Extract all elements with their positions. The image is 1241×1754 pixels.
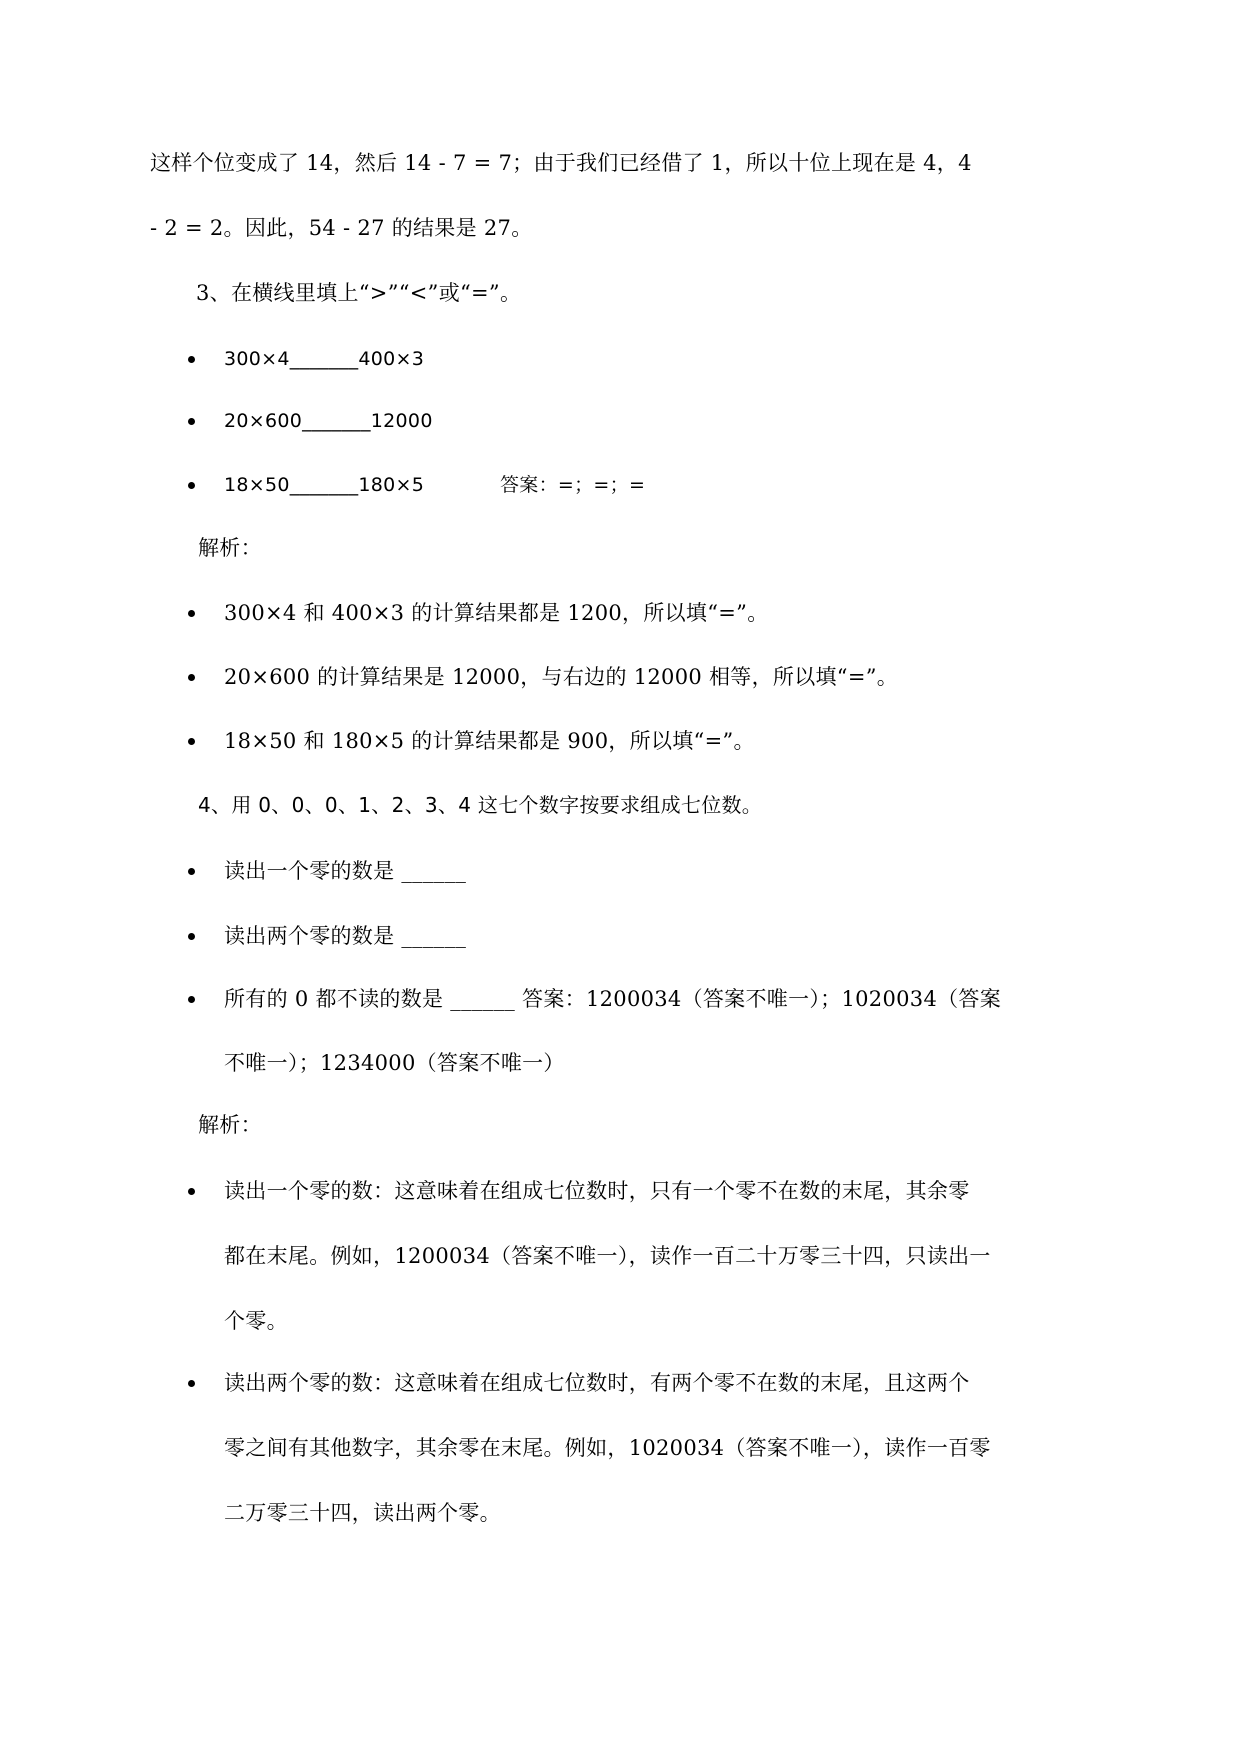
bullet-icon <box>188 738 195 745</box>
paragraph-line: - 2 = 2。因此，54 - 27 的结果是 27。 <box>150 216 533 240</box>
q4-analysis-line: 二万零三十四，读出两个零。 <box>224 1501 501 1525</box>
q3-item-1: 300×4_______400×3 <box>224 348 425 370</box>
q3-analysis-item: 300×4 和 400×3 的计算结果都是 1200，所以填“=”。 <box>224 601 769 625</box>
bullet-icon <box>188 1188 195 1195</box>
q4-item-3: 所有的 0 都不读的数是 ______ 答案：1200034（答案不唯一）；1020034（答案 <box>224 987 1002 1011</box>
q4-analysis-label: 解析： <box>198 1113 262 1137</box>
bullet-icon <box>188 996 195 1003</box>
q3-item-3: 18×50_______180×5 <box>224 474 425 496</box>
q4-analysis-line: 个零。 <box>224 1309 288 1333</box>
q4-analysis-line: 都在末尾。例如，1200034（答案不唯一），读作一百二十万零三十四，只读出一 <box>224 1244 991 1268</box>
q3-analysis-label: 解析： <box>198 536 262 560</box>
bullet-icon <box>188 674 195 681</box>
bullet-icon <box>188 356 195 363</box>
paragraph-line: 这样个位变成了 14，然后 14 - 7 = 7；由于我们已经借了 1，所以十位上现在是 4，4 <box>150 151 972 175</box>
q3-analysis-item: 20×600 的计算结果是 12000，与右边的 12000 相等，所以填“=”。 <box>224 665 899 689</box>
question-4-title: 4、用 0、0、0、1、2、3、4 这七个数字按要求组成七位数。 <box>198 793 763 817</box>
q4-analysis-line: 读出一个零的数：这意味着在组成七位数时，只有一个零不在数的末尾，其余零 <box>224 1179 970 1203</box>
question-3-title: 3、在横线里填上“>”“<”或“=”。 <box>196 281 522 305</box>
q3-analysis-item: 18×50 和 180×5 的计算结果都是 900，所以填“=”。 <box>224 729 755 753</box>
q4-item-2: 读出两个零的数是 ______ <box>224 924 467 948</box>
bullet-icon <box>188 610 195 617</box>
q4-analysis-line: 读出两个零的数：这意味着在组成七位数时，有两个零不在数的末尾，且这两个 <box>224 1371 970 1395</box>
q3-item-2: 20×600_______12000 <box>224 410 433 432</box>
q4-analysis-line: 零之间有其他数字，其余零在末尾。例如，1020034（答案不唯一），读作一百零 <box>224 1436 991 1460</box>
bullet-icon <box>188 418 195 425</box>
q4-item-3-continuation: 不唯一）；1234000（答案不唯一） <box>224 1051 565 1075</box>
bullet-icon <box>188 1380 195 1387</box>
q3-answer: 答案：=；=；= <box>500 474 646 496</box>
q4-item-1: 读出一个零的数是 ______ <box>224 859 467 883</box>
bullet-icon <box>188 482 195 489</box>
bullet-icon <box>188 933 195 940</box>
bullet-icon <box>188 868 195 875</box>
